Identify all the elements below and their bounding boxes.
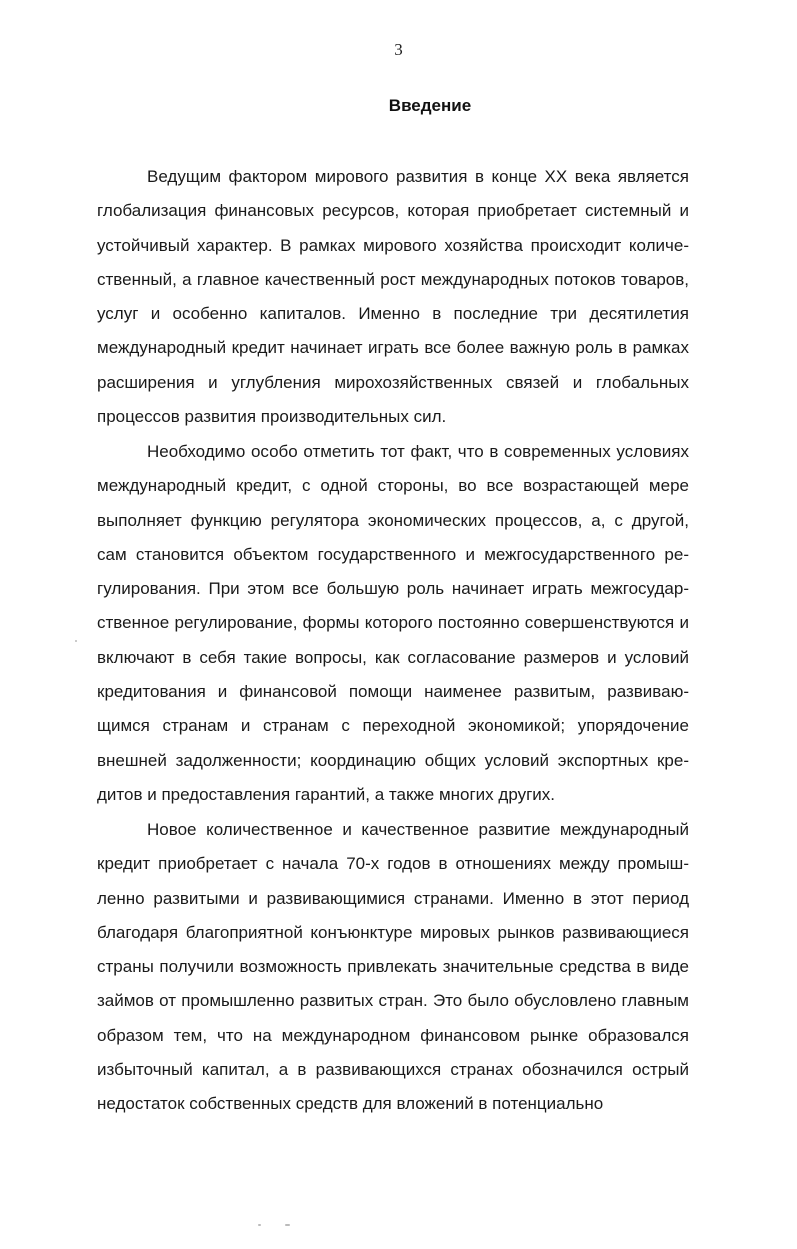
section-title: Введение [388, 96, 472, 115]
paragraph-3: Новое количественное и качественное развитие международный кредит приобретает с начала 70-х годов в отношениях между промышленно развитыми и развивающимися странами. Именно в этот период благодаря благоприятной конъюнктуре мировых рынков развивающиеся страны получили возможность привлекать значительные средства в виде займов от промышленно развитых стран. Это было обусловлено главным образом тем, что на международном финансовом рынке образовался избыточный капитал, а в развивающихся странах обозначился острый недостаток собственных средств для вложений в потенциально [97, 820, 689, 1114]
page-number: 3 [394, 40, 403, 59]
scan-speck [285, 1224, 290, 1226]
scan-speck [75, 640, 77, 642]
paragraph-2: Необходимо особо отметить тот факт, что в современных условиях международный кредит, с одной стороны, во все возрастающей мере выполняет функцию регулятора экономических процессов, а, с другой, сам становится объектом государственного и межгосударственного регулирования. При этом все большую роль начинает играть межгосударственное регулирование, формы которого постоянно совершенствуются и включают в себя такие вопросы, как согласование размеров и условий кредитования и финансовой помощи наименее развитым, развивающимся странам и странам с переходной экономикой; упорядочение внешней задолженности; координацию общих условий экспортных кредитов и предоставления гарантий, а также многих других. [97, 442, 689, 804]
paragraph-1: Ведущим фактором мирового развития в конце XX века является глобализация финансовых ресурсов, которая приобретает системный и устойчивый характер. В рамках мирового хозяйства происходит количественный, а главное качественный рост международных потоков товаров, услуг и особенно капиталов. Именно в последние три десятилетия международный кредит начинает играть все более важную роль в рамках расширения и углубления мирохозяйственных связей и глобальных процессов развития производительных сил. [97, 167, 689, 427]
scan-speck [258, 1224, 261, 1226]
